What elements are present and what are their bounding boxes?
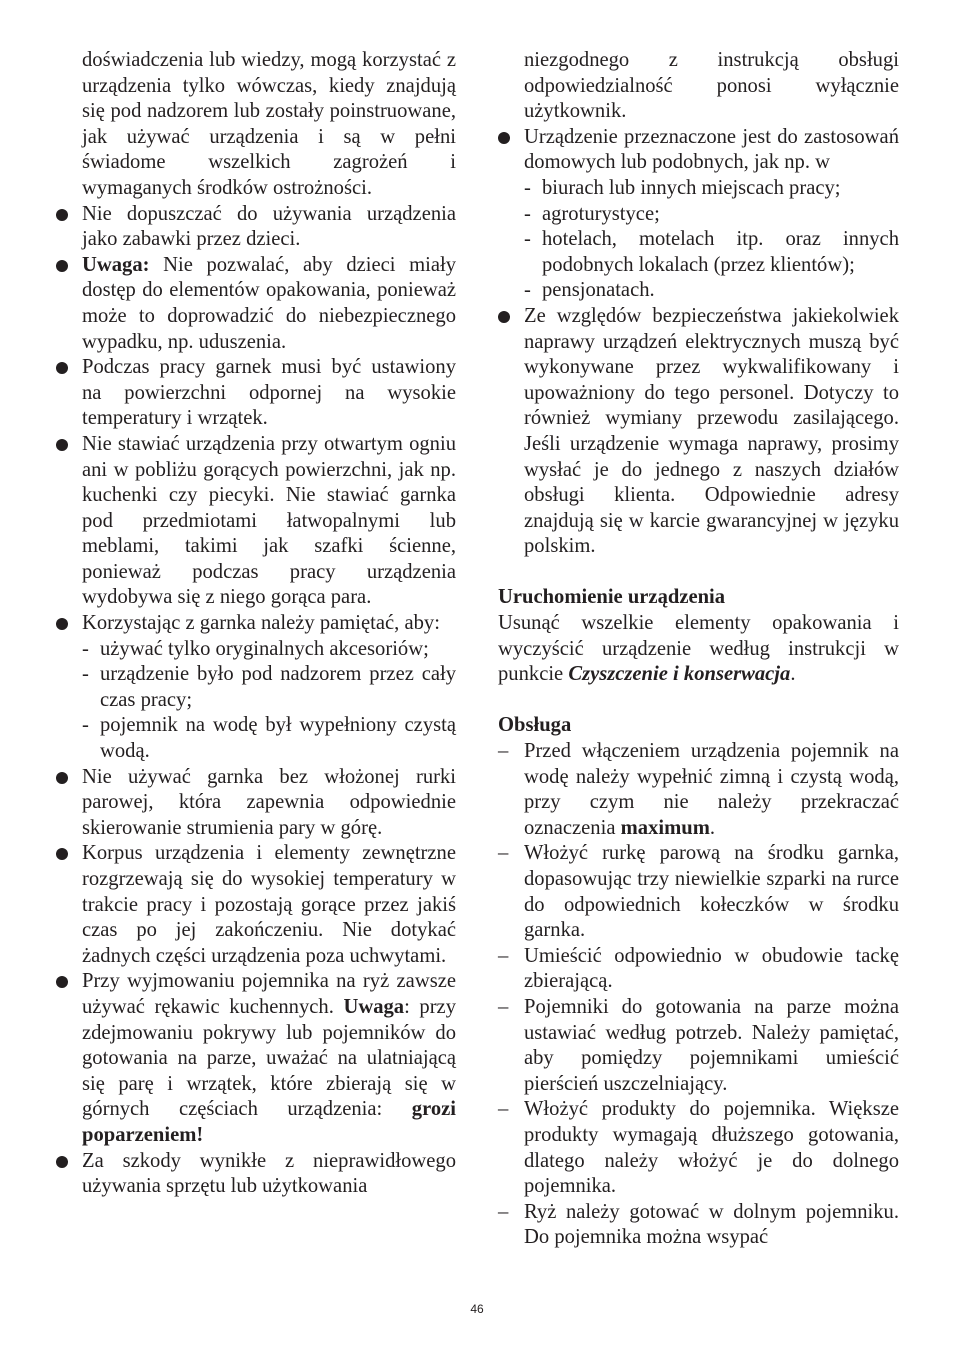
left-column <box>56 48 456 1200</box>
sub-list-item <box>498 202 899 228</box>
continued-paragraph: niezgodnego z instrukcją obsługi odpowiedzialność ponosi wyłącznie użytkownik. <box>524 49 899 123</box>
bullet-text: Za szkody wynikłe z nieprawidłowego używania sprzętu lub użytkowania <box>82 1149 456 1198</box>
warning-label: Uwaga <box>343 995 405 1018</box>
dash-list-item <box>498 944 899 995</box>
dash-marker: – <box>498 740 509 763</box>
page-number: 46 <box>470 1302 484 1316</box>
sub-list-text: agroturystyce; <box>542 202 660 225</box>
maximum-label: maximum <box>620 816 710 839</box>
bullet-text: Urządzenie przeznaczone jest do zastosowań domowych lub podobnych, jak np. w <box>524 125 899 174</box>
bullet-item <box>56 841 456 969</box>
bullet-text: Nie używać garnka bez włożonej rurki parowej, która zapewnia odpowiednie skierowanie strumienia pary w górę. <box>82 765 456 839</box>
bullet-icon <box>498 132 510 144</box>
sub-list-text: hotelach, motelach itp. oraz innych podobnych lokalach (przez klientów); <box>542 228 899 276</box>
bullet-item <box>56 611 456 637</box>
bullet-icon <box>56 209 68 221</box>
bullet-text: : przy zdejmowaniu pokrywy lub pojemników do gotowania na parze, uważać na ulatniającą się parę i wrzątek, które zbierają się w górnych częściach urządzenia: <box>82 995 456 1121</box>
bullet-text: Przy wyjmowaniu pojemnika na ryż zawsze używać rękawic kuchennych. <box>82 970 456 1018</box>
sub-list-marker: - <box>82 637 89 660</box>
bullet-text: Nie stawiać urządzenia przy otwartym ogniu ani w pobliżu gorących powierzchni, jak np. kuchenki czy piecyki. Nie stawiać garnka pod przedmiotami łatwopalnymi lub meblami, takimi jak szafki ścienne, ponieważ podczas pracy urządzenia wydobywa się z niego gorąca para. <box>82 432 456 609</box>
sub-list-item <box>498 227 899 278</box>
bullet-text: Nie dopuszczać do używania urządzenia jako zabawki przez dzieci. <box>82 202 456 251</box>
intro-paragraph: doświadczenia lub wiedzy, mogą korzystać z urządzenia tylko wówczas, kiedy znajdują się pod nadzorem lub zostały poinstruowane, jak używać urządzenia i są w pełni świadome wszelkich zagrożeń i wymaganych środków ostrożności. <box>82 49 456 199</box>
bullet-icon <box>56 618 68 630</box>
bullet-icon <box>56 848 68 860</box>
sub-list-item <box>56 662 456 713</box>
spacer <box>498 688 899 714</box>
dash-text-end: . <box>709 816 715 839</box>
sub-list-item <box>498 176 899 202</box>
bullet-item <box>56 355 456 432</box>
sub-list-text: urządzenie było pod nadzorem przez cały czas pracy; <box>100 663 456 711</box>
dash-text: Włożyć rurkę parową na środku garnka, dopasowując trzy niewielkie szparki na rurce do odpowiednich kołeczków w środku garnka. <box>524 842 899 942</box>
dash-marker: – <box>498 1200 509 1223</box>
bullet-icon <box>56 976 68 988</box>
dash-list-item <box>498 1200 899 1251</box>
dash-text: Włożyć produkty do pojemnika. Większe produkty wymagają dłuższego gotowania, dlatego należy włożyć je do dolnego pojemnika. <box>524 1098 899 1198</box>
sub-list-text: biurach lub innych miejscach pracy; <box>542 176 841 199</box>
cross-reference: Czyszczenie i konserwacja <box>568 663 791 686</box>
bullet-text: Ze względów bezpieczeństwa jakiekolwiek naprawy urządzeń elektrycznych muszą być wykonywane przez wykwalifikowany i upoważniony do tego personel. Dotyczy to również wymiany przewodu zasilającego. Jeśli urządzenie wymaga naprawy, prosimy wysłać je do jednego z naszych działów obsługi klienta. Odpowiednie adresy znajdują się w karcie gwarancyjnej w języku polskim. <box>524 304 899 558</box>
sub-list-marker: - <box>524 202 531 225</box>
dash-marker: – <box>498 944 509 967</box>
bullet-icon <box>56 260 68 272</box>
burn-warning: grozi poparzeniem! <box>82 1098 456 1146</box>
dash-list-item <box>498 1097 899 1199</box>
sub-list-marker: - <box>524 279 531 302</box>
dash-text: Przed włączeniem urządzenia pojemnik na wodę należy wypełnić zimną i czystą wodą, przy czym nie należy przekraczać oznaczenia <box>524 740 899 839</box>
bullet-item <box>498 125 899 176</box>
dash-marker: – <box>498 1098 509 1121</box>
bullet-icon <box>56 439 68 451</box>
bullet-icon <box>56 362 68 374</box>
dash-marker: – <box>498 995 509 1018</box>
sub-list-item <box>56 713 456 764</box>
bullet-item <box>56 253 456 355</box>
right-column <box>498 48 899 1251</box>
bullet-item <box>56 202 456 253</box>
sub-list-text: pojemnik na wodę był wypełniony czystą wodą. <box>100 714 456 763</box>
section-heading-startup: Uruchomienie urządzenia <box>498 586 726 609</box>
dash-list-item <box>498 995 899 1097</box>
bullet-icon <box>56 772 68 784</box>
bullet-item <box>56 432 456 611</box>
dash-marker: – <box>498 842 509 865</box>
bullet-item <box>56 969 456 1148</box>
bullet-text: Korzystając z garnka należy pamiętać, aby: <box>82 612 440 635</box>
bullet-item <box>56 765 456 842</box>
startup-text: Usunąć wszelkie elementy opakowania i wyczyścić urządzenie według instrukcji w punkcie <box>498 612 899 686</box>
startup-text-end: . <box>790 663 796 686</box>
startup-paragraph <box>498 611 899 688</box>
sub-list-marker: - <box>524 228 531 251</box>
sub-list-marker: - <box>82 663 89 686</box>
bullet-text: Korpus urządzenia i elementy zewnętrzne rozgrzewają się do wysokiej temperatury w trakcie pracy i pozostają gorące przez jakiś czas po jej zakończeniu. Nie dotykać żadnych części urządzenia poza uchwytami. <box>82 842 456 967</box>
dash-text: Pojemniki do gotowania na parze można ustawiać według potrzeb. Należy pamiętać, aby pomiędzy pojemnikami umieścić pierścień uszczelniający. <box>524 995 899 1095</box>
dash-text: Umieścić odpowiednio w obudowie tackę zbierającą. <box>524 944 899 993</box>
sub-list-item <box>56 637 456 663</box>
bullet-text: Podczas pracy garnek musi być ustawiony na powierzchni odpornej na wysokie temperatury i wrzątek. <box>82 356 456 430</box>
dash-list-item <box>498 841 899 943</box>
sub-list-marker: - <box>82 714 89 737</box>
bullet-item <box>56 1149 456 1200</box>
bullet-item <box>498 304 899 560</box>
sub-list-text: pensjonatach. <box>542 279 655 302</box>
bullet-icon <box>56 1156 68 1168</box>
dash-text: Ryż należy gotować w dolnym pojemniku. Do pojemnika można wsypać <box>524 1200 899 1249</box>
bullet-icon <box>498 311 510 323</box>
sub-list-marker: - <box>524 176 531 199</box>
bullet-text: Nie pozwalać, aby dzieci miały dostęp do elementów opakowania, ponieważ może to doprowadzić do niebezpiecznego wypadku, np. uduszenia. <box>82 253 456 353</box>
warning-label: Uwaga: <box>82 253 150 276</box>
spacer <box>498 560 899 586</box>
sub-list-item <box>498 278 899 304</box>
dash-list-item <box>498 739 899 841</box>
sub-list-text: używać tylko oryginalnych akcesoriów; <box>100 637 429 660</box>
section-heading-operation: Obsługa <box>498 714 572 737</box>
